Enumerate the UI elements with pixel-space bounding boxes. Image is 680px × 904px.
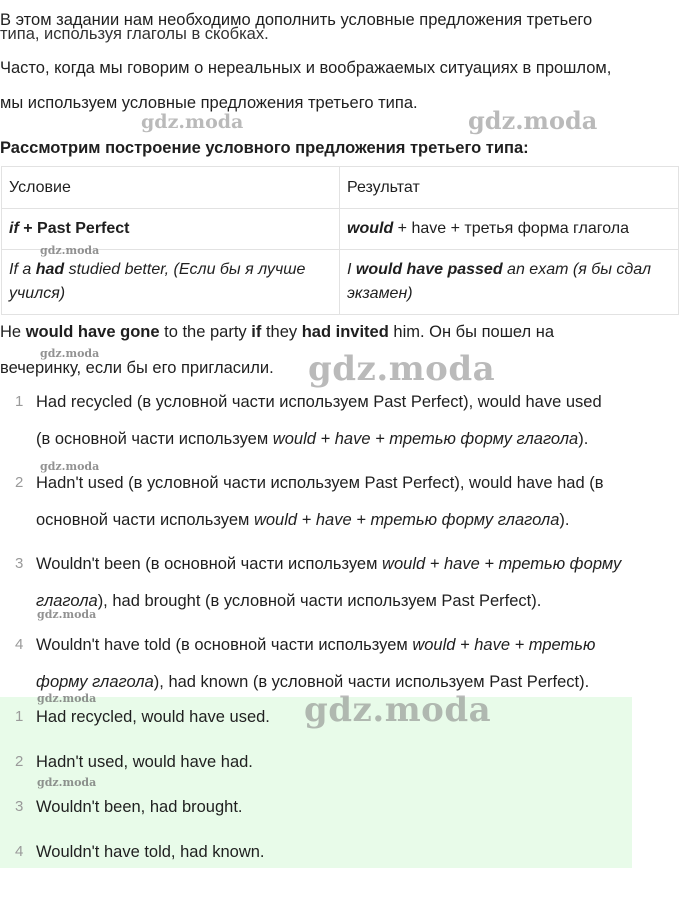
formula-if: if (9, 220, 19, 237)
list-item: 4 Wouldn't have told (в основной части используем would + have + третью форму глагола), had known (в условной части используем Past Perfect). (0, 627, 680, 700)
explanation-list (0, 384, 680, 700)
list-number: 3 (15, 555, 24, 572)
answer-text: Hadn't used, would have had. (36, 753, 253, 771)
watermark: gdz.moda (40, 244, 100, 257)
list-number: 2 (15, 474, 24, 491)
intro-line-2: Часто, когда мы говорим о нереальных и воображаемых ситуациях в прошлом, (0, 59, 612, 77)
watermark: gdz.moda (40, 347, 100, 360)
intro-line-3: мы используем условные предложения третьего типа. (0, 94, 418, 112)
example-result-cell (340, 250, 679, 315)
section-heading: Рассмотрим построение условного предложения третьего типа: (0, 139, 529, 157)
table-header-row (2, 167, 679, 209)
formula-res-rest: + have + третья форма глагола (393, 220, 630, 237)
intro-line-1: В этом задании нам необходимо дополнить условные предложения третьего (0, 11, 593, 29)
answer-number: 3 (15, 798, 24, 815)
formula-cond-rest: + Past Perfect (18, 220, 130, 237)
example-res-c: an exam (я бы сдал (502, 261, 651, 278)
example-res-b: would have passed (355, 261, 503, 278)
table-header-condition: Условие (2, 167, 340, 209)
answer-text: Had recycled, would have used. (36, 708, 270, 726)
answer-text: Wouldn't been, had brought. (36, 798, 243, 816)
example-res-d: экзамен) (347, 285, 413, 302)
formula-condition-cell (2, 209, 340, 250)
answer-box (0, 697, 632, 868)
example-cond-c: studied better, (Если бы я лучше (64, 261, 306, 278)
answer-item (0, 832, 632, 877)
answer-item (0, 742, 632, 787)
list-item: 1 Had recycled (в условной части используем Past Perfect), would have used (в основной части используем would + have + третью форму глагола). (0, 384, 680, 457)
watermark: gdz.moda (468, 106, 598, 135)
table-header-result: Результат (340, 167, 679, 209)
answer-item (0, 787, 632, 832)
watermark: gdz.moda (308, 349, 496, 389)
watermark: gdz.moda (37, 692, 97, 705)
watermark: gdz.moda (40, 460, 100, 473)
table-row-example (2, 250, 679, 315)
list-number: 4 (15, 636, 24, 653)
answer-number: 4 (15, 843, 24, 860)
intro-line-1-cut: типа, используя глаголы в скобках. (0, 25, 269, 43)
list-number: 1 (15, 393, 24, 410)
example-condition-cell (2, 250, 340, 315)
list-item: 3 Wouldn't been (в основной части используем would + have + третью форму глагола), had brought (в условной части используем Past Perfect). (0, 546, 680, 619)
watermark: gdz.moda (37, 608, 97, 621)
example-cond-b: had (35, 261, 65, 278)
example-sentence-line-1: He would have gone to the party if they had invited him. Он бы пошел на (0, 323, 555, 341)
answer-text: Wouldn't have told, had known. (36, 843, 265, 861)
example-sentence-line-2: вечеринку, если бы его пригласили. (0, 359, 274, 377)
answer-number: 2 (15, 753, 24, 770)
example-cond-d: учился) (9, 285, 66, 302)
table-row-formula (2, 209, 679, 250)
example-res-a: I (347, 261, 356, 278)
formula-result-cell (340, 209, 679, 250)
answer-number: 1 (15, 708, 24, 725)
example-cond-a: If a (9, 261, 36, 278)
answer-item (0, 697, 632, 742)
formula-would: would (347, 220, 394, 237)
answer-list (0, 697, 632, 877)
list-item: 2 Hadn't used (в условной части используем Past Perfect), would have had (в основной части используем would + have + третью форму глагола). (0, 465, 680, 538)
watermark: gdz.moda (304, 690, 492, 730)
watermark: gdz.moda (37, 776, 97, 789)
watermark: gdz.moda (141, 111, 244, 133)
conditional-table (1, 166, 679, 315)
